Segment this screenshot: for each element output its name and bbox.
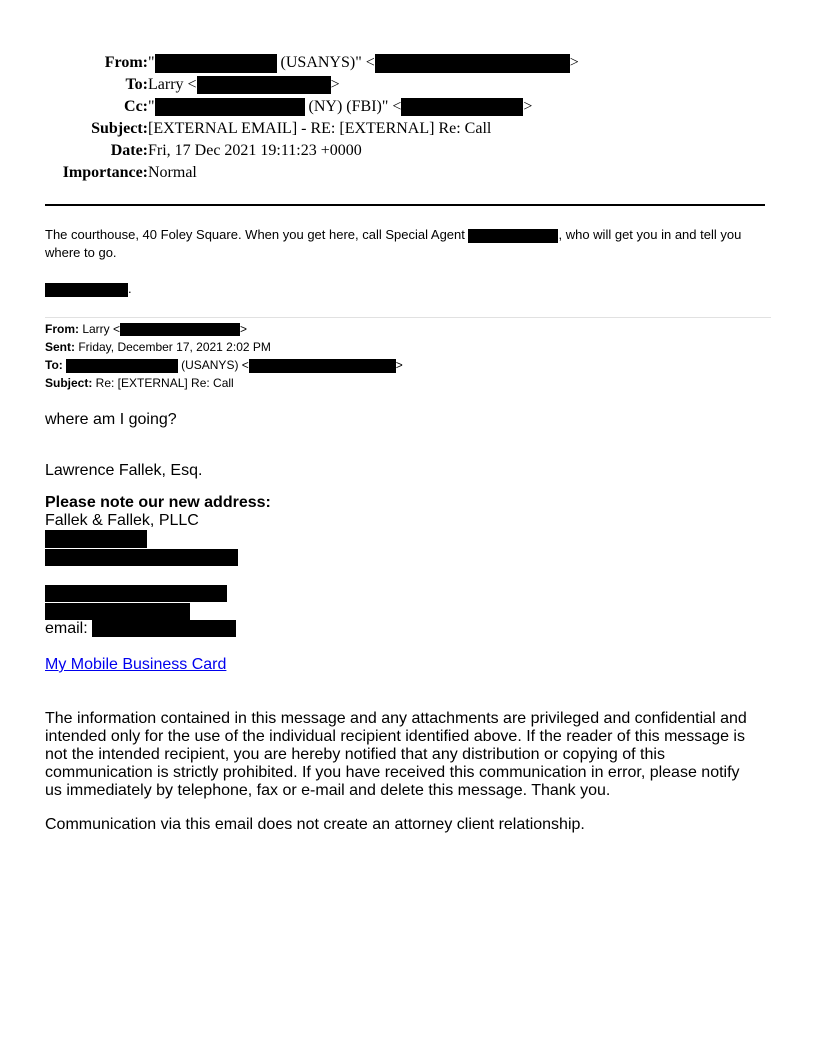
header-date-label: Date: <box>110 142 148 159</box>
quote-mark: " <box>148 98 155 115</box>
quoted-to-org: (USANYS) < <box>177 358 249 372</box>
quoted-from-row <box>45 320 247 338</box>
quoted-sent-value: Friday, December 17, 2021 2:02 PM <box>75 340 271 354</box>
header-cc-label: Cc: <box>124 98 148 115</box>
redaction-box <box>249 359 396 373</box>
reply-text-start: The courthouse, 40 Foley Square. When you get here, call Special Agent <box>45 227 469 242</box>
reply-signature <box>45 281 132 297</box>
header-to-value <box>148 74 340 96</box>
header-cc-org: (NY) (FBI)" < <box>304 98 402 115</box>
business-card-link[interactable]: My Mobile Business Card <box>45 656 227 673</box>
header-to-label: To: <box>125 76 148 93</box>
redaction-box <box>468 229 558 243</box>
redaction-box <box>401 98 523 116</box>
header-date-row <box>0 140 816 162</box>
redaction-box <box>92 620 236 637</box>
redaction-box <box>45 585 227 602</box>
signature-name: Lawrence Fallek, Esq. <box>45 462 203 479</box>
quoted-subject-row <box>45 374 234 392</box>
header-from-label: From: <box>104 54 148 71</box>
redaction-box <box>45 530 147 548</box>
redaction-box <box>155 54 277 73</box>
angle-close: > <box>330 76 340 93</box>
header-from-row <box>0 52 816 74</box>
header-cc-row <box>0 96 816 118</box>
attorney-client-notice: Communication via this email does not create an attorney client relationship. <box>45 816 585 833</box>
header-date-value: Fri, 17 Dec 2021 19:11:23 +0000 <box>148 142 362 159</box>
redaction-box <box>375 54 570 73</box>
quoted-from-name: Larry < <box>79 322 121 336</box>
redaction-box <box>120 323 240 336</box>
angle-close: > <box>569 54 579 71</box>
header-from-value <box>148 52 579 74</box>
header-importance-value: Normal <box>148 164 197 181</box>
quoted-from-label: From: <box>45 322 79 336</box>
angle-close: > <box>523 98 533 115</box>
header-to-row <box>0 74 816 96</box>
reply-body <box>45 226 770 262</box>
angle-close: > <box>240 322 248 336</box>
header-divider <box>45 204 765 206</box>
email-label: email: <box>45 620 88 637</box>
quoted-sent-label: Sent: <box>45 340 75 354</box>
header-importance-row <box>0 162 816 184</box>
quoted-subject-value: Re: [EXTERNAL] Re: Call <box>92 376 234 390</box>
header-to-name: Larry < <box>148 76 197 93</box>
header-importance-label: Importance: <box>62 164 148 181</box>
header-subject-row <box>0 118 816 140</box>
redaction-box <box>45 283 128 297</box>
header-subject-value: [EXTERNAL EMAIL] - RE: [EXTERNAL] Re: Call <box>148 120 492 137</box>
address-note: Please note our new address: <box>45 494 271 511</box>
quoted-sent-row <box>45 338 271 356</box>
redaction-box <box>155 98 305 116</box>
business-card-row <box>45 656 226 674</box>
quoted-subject-label: Subject: <box>45 376 93 390</box>
email-row <box>45 620 236 638</box>
message-question: where am I going? <box>45 411 177 428</box>
quoted-divider <box>45 317 771 318</box>
firm-name: Fallek & Fallek, PLLC <box>45 512 199 529</box>
redaction-box <box>45 603 190 620</box>
angle-close: > <box>395 358 403 372</box>
quoted-to-label: To: <box>45 358 63 372</box>
redaction-box <box>66 359 178 373</box>
header-cc-value <box>148 96 532 118</box>
redaction-box <box>45 549 238 566</box>
header-subject-label: Subject: <box>91 120 148 137</box>
confidentiality-disclaimer: The information contained in this message and any attachments are privileged and confidential and intended only for the use of the individual recipient identified above. If the reader of this message is not the intended recipient, you are hereby notified that any distribution or copying of this communication is strictly prohibited. If you have received this communication in error, please notify us immediately by telephone, fax or e-mail and delete this message. Thank you. <box>45 710 747 799</box>
quoted-to-row <box>45 356 403 374</box>
reply-text-end: , who will get you in and tell you where to go. <box>45 227 742 260</box>
quote-mark: " <box>148 54 155 71</box>
redaction-box <box>197 76 331 94</box>
header-from-org: (USANYS)" < <box>276 54 375 71</box>
signature-period: . <box>128 281 132 296</box>
